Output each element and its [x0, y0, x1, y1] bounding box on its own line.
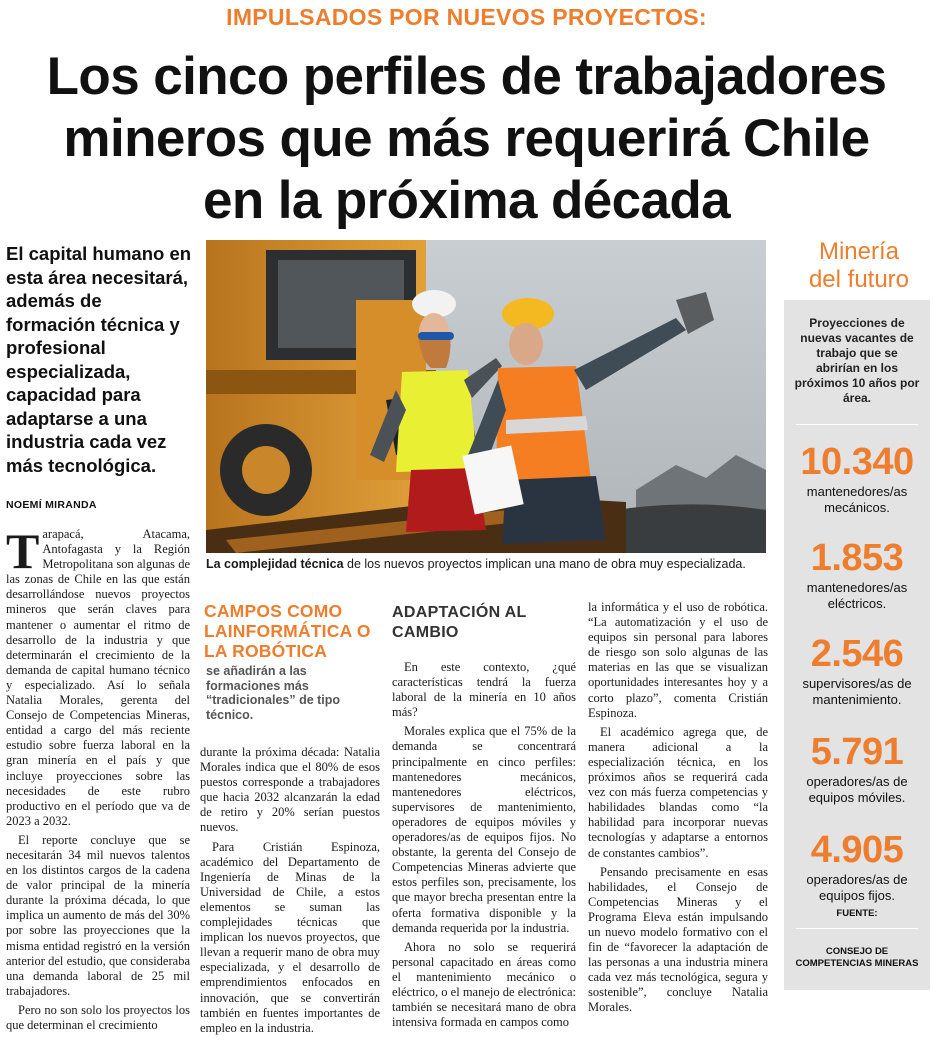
stat-value: 2.546 [810, 633, 904, 675]
paragraph: durante la próxima década: Natalia Morales indica que el 80% de esos puestos corresponde a trabajadores que hacia 2032 alcanzarán la edad de retiro y 20% serían puestos nuevos. [200, 745, 380, 835]
stat-value: 4.905 [810, 829, 904, 871]
headline [0, 46, 933, 232]
headline-line-2: mineros que más requerirá Chile [63, 109, 870, 168]
paragraph-text: arapacá, Atacama, Antofagasta y la Región Metropolitana son algunas de las zonas de Chile en las que están desarrollándose nuevos proyectos mineros que serán claves para mantener o aumentar el ritmo de desarrollo de la industria y que determinarán el crecimiento de la demanda de capital humano técnico y especializado. Así lo señala Natalia Morales, gerenta del Consejo de Competencias Mineras, entidad a cargo del más reciente estudio sobre fuerza laboral en la gran minería en el país y que incluye proyecciones sobre las necesidades de este rubro productivo en el período que va de 2023 a 2032. [6, 527, 190, 828]
article-column-3 [392, 660, 576, 1034]
stat-item [784, 732, 930, 806]
stat-label: mantenedores/as mecánicos. [806, 484, 908, 515]
byline: NOEMÍ MIRANDA [6, 499, 97, 511]
stat-value: 5.791 [810, 731, 904, 773]
sidebar-divider [796, 928, 918, 929]
headline-line-1: Los cinco perfiles de trabajadores [46, 47, 887, 106]
photo-caption [206, 557, 766, 572]
stat-item [784, 442, 930, 516]
source-label: FUENTE: [836, 908, 878, 919]
sidebar-title [785, 238, 933, 294]
sidebar-box [784, 300, 930, 990]
paragraph: Pero no son solo los proyectos los que determinan el crecimiento [6, 1002, 190, 1032]
paragraph: la informática y el uso de robótica. “La automatización y el uso de equipos sin personal para labores de riesgo son solo algunas de las materias en las que se visualizan oportunidades interesantes hoy y a corto plazo”, comenta Cristián Espinoza. [588, 600, 768, 720]
section-subhead: ADAPTACIÓN AL CAMBIO [392, 604, 527, 641]
pull-quote-subtext: se añadirán a las formaciones más “tradicionales” de tipo técnico. [206, 664, 341, 722]
dropcap: T [6, 523, 40, 579]
stat-item [784, 634, 930, 708]
stat-item [784, 538, 930, 612]
pull-quote [204, 601, 374, 722]
sidebar-title-line-2: del futuro [808, 266, 910, 293]
stat-label: operadores/as de equipos móviles. [806, 774, 908, 805]
paragraph: El reporte concluye que se necesitarán 34 mil nuevos talentos en los distintos cargos de la cadena de valor principal de la minería durante la próxima década, lo que implica un aumento de más del 30% por sobre las proyecciones que la misma entidad registró en la versión anterior del estudio, que consideraba una demanda laboral de 25 mil trabajadores. [6, 832, 190, 998]
paragraph: En este contexto, ¿qué características tendrá la fuerza laboral de la minería en 10 años más? [392, 660, 576, 720]
paragraph: Pensando precisamente en esas habilidades, el Consejo de Competencias Mineras y el Programa Eleva están impulsando un nuevo modelo formativo con el fin de “favorecer la adaptación de las personas a una industria minera cada vez más tecnológica, segura y sostenible”, concluye Natalia Morales. [588, 864, 768, 1015]
stat-item [784, 830, 930, 904]
paragraph: El académico agrega que, de manera adicional a la especialización técnica, en los próximos años se requerirá cada vez con más fuerza competencias y habilidades blandas como “la habilidad para incorporar nuevas tecnologías y adaptarse a entornos de constantes cambios”. [588, 724, 768, 860]
stat-label: supervisores/as de mantenimiento. [802, 676, 912, 707]
sidebar-title-line-1: Minería [818, 238, 900, 265]
paragraph [6, 523, 190, 829]
paragraph: Morales explica que el 75% de la demanda se concentrará principalmente en cinco perfiles: mantenedores mecánicos, mantenedores eléctricos, supervisores de mantenimiento, operadores de equipos móviles y operadores/as de equipos fijos. No obstante, la gerenta del Consejo de Competencias Mineras advierte que estos perfiles son, precisamente, los que mayor brecha presentan entre la oferta formativa disponible y la demanda requerida por la industria. [392, 724, 576, 935]
article-column-4 [588, 600, 768, 1020]
stat-value: 10.340 [800, 441, 914, 483]
photo-illustration [206, 240, 766, 553]
kicker: IMPULSADOS POR NUEVOS PROYECTOS: [226, 4, 707, 30]
article-photo [206, 240, 766, 553]
stat-value: 1.853 [810, 537, 904, 579]
article-column-2 [200, 745, 380, 1040]
stat-label: mantenedores/as eléctricos. [806, 580, 908, 611]
stat-label: operadores/as de equipos fijos. [806, 872, 908, 903]
headline-line-3: en la próxima década [202, 171, 731, 230]
paragraph: Ahora no solo se requerirá personal capacitado en áreas como el mantenimiento mecánico o eléctrico, o el manejo de electrónica: también se necesitará mano de obra intensiva formada en campos como [392, 939, 576, 1030]
paragraph: Para Cristián Espinoza, académico del Departamento de Ingeniería de Minas de la Universidad de Chile, a estos elementos se suman las complejidades técnicas que implican los nuevos proyectos, que llevan a requerir mano de obra muy especializada, y el desarrollo de emprendimientos enfocados en innovación, que se convertirán también en fuentes importantes de empleo en la industria. [200, 839, 380, 1035]
caption-bold: La complejidad técnica [206, 557, 344, 571]
sidebar-divider [796, 424, 918, 425]
deck-summary: El capital humano en esta área necesitará, además de formación técnica y profesional especializada, capacidad para adaptarse a una industria cada vez más tecnológica. [6, 243, 192, 476]
article-column-1 [6, 523, 190, 1037]
caption-text: de los nuevos proyectos implican una mano de obra muy especializada. [343, 557, 746, 571]
sidebar-description: Proyecciones de nuevas vacantes de trabajo que se abrirían en los próximos 10 años por área. [794, 316, 920, 405]
source-text: CONSEJO DE COMPETENCIAS MINERAS [795, 946, 919, 969]
pull-quote-heading: CAMPOS COMO LAINFORMÁTICA O LA ROBÓTICA [204, 601, 371, 661]
